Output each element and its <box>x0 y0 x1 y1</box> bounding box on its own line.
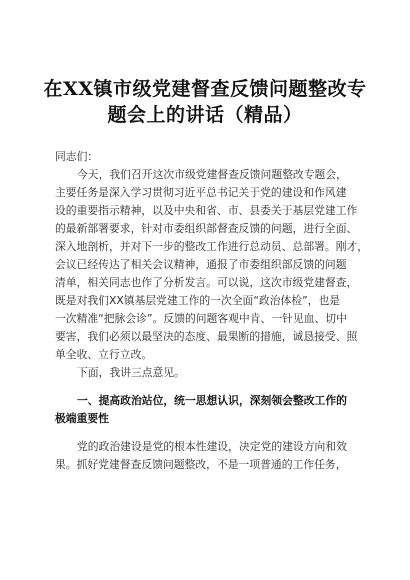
title-line: 题会上的讲话（精品） <box>107 104 303 126</box>
paragraph-line: 今天，我们召开这次市级党建督查反馈问题整改专题会， <box>77 168 347 181</box>
paragraph-line: 深入地剖析，并对下一步的整改工作进行总动员、总部署。刚才， <box>55 240 369 253</box>
paragraph-intro <box>55 166 369 364</box>
spacer <box>55 428 361 438</box>
paragraph-line: 主要任务是深入学习贯彻习近平总书记关于党的建设和作风建 <box>55 186 347 199</box>
paragraph-three-points: 下面，我讲三点意见。 <box>77 366 185 379</box>
document-title <box>40 76 370 128</box>
salutation: 同志们： <box>55 150 99 163</box>
heading-line: 极端重要性 <box>55 412 109 425</box>
paragraph-line: 果。抓好党建督查反馈问题整改，不是一项普通的工作任务， <box>55 458 347 471</box>
heading-line: 一、提高政治站位，统一思想认识，深刻领会整改工作的 <box>77 394 347 407</box>
section-heading-1 <box>55 392 361 428</box>
paragraph-line: 单全收、立行立改。 <box>55 348 153 361</box>
paragraph-line: 的最新部署要求，针对市委组织部督查反馈的问题，进行全面、 <box>55 222 358 235</box>
paragraph-line: 要害，我们必须以最坚决的态度、最果断的措施，诚恳接受、照 <box>55 330 358 343</box>
paragraph-line: 既是对我们XX镇基层党建工作的一次全面“政治体检”，也是 <box>55 294 341 307</box>
paragraph-line: 党的政治建设是党的根本性建设，决定党的建设方向和效 <box>77 440 347 453</box>
paragraph-line: 会议已经传达了相关会议精神，通报了市委组织部反馈的问题 <box>55 258 347 271</box>
paragraph-line: 一次精准“把脉会诊”。反馈的问题客观中肯、一针见血、切中 <box>55 312 347 325</box>
paragraph-line: 设的重要指示精神，以及中央和省、市、县委关于基层党建工作 <box>55 204 358 217</box>
paragraph-political-building <box>55 438 361 474</box>
spacer <box>55 382 361 392</box>
paragraph-line: 清单，相关同志也作了分析发言。可以说，这次市级党建督查， <box>55 276 358 289</box>
document-body <box>55 148 369 474</box>
title-line: 在XX镇市级党建督查反馈问题整改专 <box>43 78 367 100</box>
